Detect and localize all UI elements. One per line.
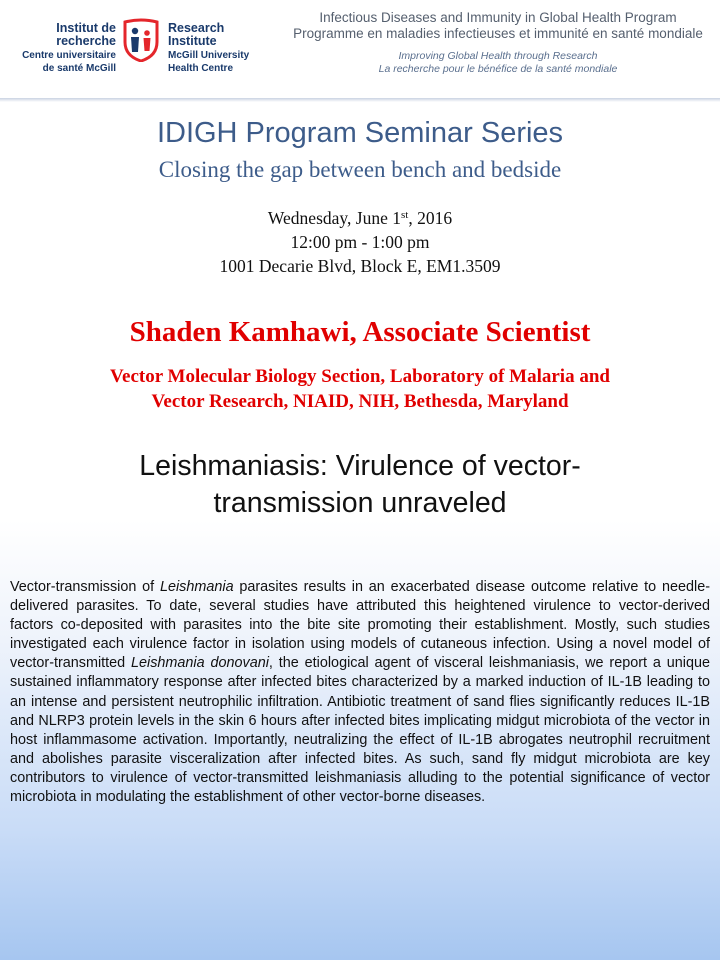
program-tagline-english: Improving Global Health through Research <box>398 50 598 62</box>
abstract-paragraph <box>10 578 710 807</box>
talk-title <box>0 448 720 522</box>
program-name-french: Programme en maladies infectieuses et immunité en santé mondiale <box>293 26 703 41</box>
abstract <box>10 578 710 807</box>
muhc-logo-icon <box>121 18 161 62</box>
abstract-text-1: Vector-transmission of <box>10 579 160 595</box>
abstract-italic-2: Leishmania donovani <box>131 655 269 672</box>
institute-en-line3: McGill University <box>168 50 250 61</box>
event-date-prefix: Wednesday, June 1 <box>267 208 401 228</box>
talk-title-line2: transmission unraveled <box>213 487 507 519</box>
institute-name-english <box>168 22 278 74</box>
institute-fr-line2: recherche <box>56 34 116 48</box>
institute-en-line4: Health Centre <box>168 63 234 74</box>
abstract-text-3: , the etiological agent of visceral leishmaniasis, we report a unique sustained inflammatory response after infected bites characterized by a marked induction of IL-1B leading to an intense and persistent neutrophilic infiltration. Antibiotic treatment of sand flies significantly reduces IL-1B and NLRP3 protein levels in the skin 6 hours after infected bites implicating midgut microbiota of the vector in host inflammasome activation. Importantly, neutralizing the effect of IL-1B abrogates neutrophil recruitment and abolishes parasite visceralization after infected bites. As such, sand fly midgut microbiota are key contributors to virulence of vector-transmitted leishmaniasis alluding to the potential significance of vector microbiota in modulating the establishment of other vector-borne diseases. <box>10 655 710 806</box>
institute-en-line2: Institute <box>168 34 217 48</box>
affiliation-line1: Vector Molecular Biology Section, Laboratory of Malaria and <box>110 366 610 387</box>
seminar-subtitle: Closing the gap between bench and bedside <box>158 157 562 182</box>
affiliation-line2: Vector Research, NIAID, NIH, Bethesda, Maryland <box>151 391 569 412</box>
institute-name-french <box>6 22 116 74</box>
speaker-affiliation <box>0 364 720 414</box>
institute-fr-line3: Centre universitaire <box>22 50 116 61</box>
institute-en-line1: Research <box>168 21 225 35</box>
event-date-ordinal: st <box>400 209 409 221</box>
header-divider <box>0 98 720 102</box>
event-date-suffix: , 2016 <box>408 208 453 228</box>
program-banner <box>282 10 714 76</box>
institute-fr-line1: Institut de <box>56 21 116 35</box>
speaker-name: Shaden Kamhawi, Associate Scientist <box>129 316 591 348</box>
header <box>0 0 720 100</box>
talk-title-line1: Leishmaniasis: Virulence of vector- <box>139 450 581 482</box>
program-tagline-french: La recherche pour le bénéfice de la santé mondiale <box>378 63 618 75</box>
event-location: 1001 Decarie Blvd, Block E, EM1.3509 <box>219 256 501 276</box>
abstract-text-2: parasites results in an exacerbated disease outcome relative to needle-delivered parasites. To date, several studies have attributed this heightened virulence to vector-derived factors co-deposited with parasites into the bite site promoting their establishment. Mostly, such studies investigated each virulence factor in isolation using models of cutaneous infection. Using a novel model of vector-transmitted <box>10 579 710 672</box>
event-time: 12:00 pm - 1:00 pm <box>290 232 430 252</box>
program-name-english: Infectious Diseases and Immunity in Global Health Program <box>319 10 677 25</box>
institute-fr-line4: de santé McGill <box>42 63 116 74</box>
event-date <box>0 206 720 230</box>
abstract-italic-1: Leishmania <box>159 579 234 595</box>
event-details <box>0 206 720 278</box>
seminar-series-title: IDIGH Program Seminar Series <box>156 117 564 149</box>
